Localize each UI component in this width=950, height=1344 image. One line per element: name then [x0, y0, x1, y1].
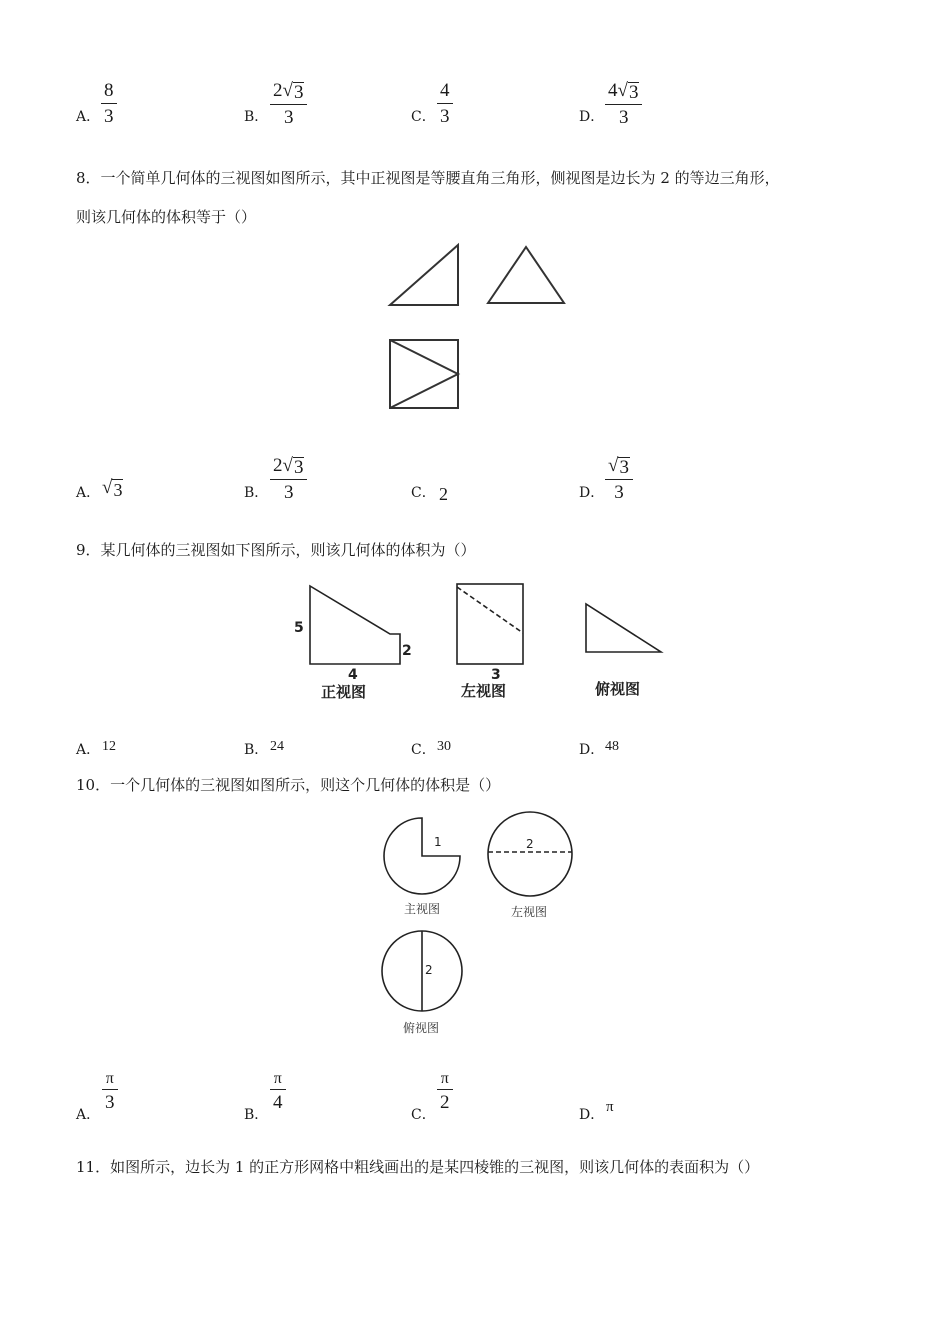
q11-stem: 11．如图所示，边长为 1 的正方形网格中粗线画出的是某四棱锥的三视图，则该几何体的表面积为（）: [76, 1158, 760, 1176]
q10-option-c-letter: C．: [411, 1107, 436, 1123]
q10-option-a-value[interactable]: π 3: [102, 1070, 118, 1114]
q9-front-caption: 正视图: [321, 683, 367, 701]
q10-stem: 10．一个几何体的三视图如图所示，则这个几何体的体积是（）: [76, 776, 501, 794]
q7-option-b-letter: B．: [244, 109, 269, 125]
q8-top-view-diagonals: [390, 340, 458, 408]
q8-option-c-value[interactable]: 2: [439, 484, 448, 504]
q9-option-d-letter: D．: [579, 742, 605, 758]
q8-option-d-letter: D．: [579, 485, 605, 501]
q8-stem-line1: 8．一个简单几何体的三视图如图所示，其中正视图是等腰直角三角形，侧视图是边长为 2 的等边三角形，: [76, 169, 780, 187]
q9-three-view-figure: [285, 578, 675, 706]
q8-option-d-value[interactable]: √ 3 3: [605, 455, 633, 504]
q9-stem: 9．某几何体的三视图如下图所示，则该几何体的体积为（）: [76, 541, 476, 559]
q10-three-view-figure: [370, 808, 590, 1040]
q8-stem-line2: 则该几何体的体积等于（）: [76, 208, 257, 226]
q8-option-b-value[interactable]: 2 √ 3 3: [270, 455, 307, 504]
q10-left-caption: 左视图: [511, 905, 548, 919]
q10-option-c-value[interactable]: π 2: [437, 1070, 453, 1114]
q8-option-c-letter: C．: [411, 485, 436, 501]
q8-top-view-square: [390, 340, 458, 408]
q10-label-2-top: 2: [425, 963, 433, 977]
q8-option-a-letter: A．: [76, 485, 101, 501]
q8-three-view-figure: [380, 235, 580, 415]
q9-top-view-triangle: [586, 604, 661, 652]
q9-left-view-dashed-line: [457, 587, 523, 633]
q10-option-d-value[interactable]: π: [606, 1099, 614, 1115]
q10-label-2-left: 2: [526, 837, 534, 851]
q9-label-3: 3: [491, 667, 501, 683]
q10-option-a-letter: A．: [76, 1107, 101, 1123]
q10-top-caption: 俯视图: [403, 1021, 440, 1035]
q9-label-5: 5: [294, 620, 304, 636]
q8-option-b-letter: B．: [244, 485, 269, 501]
q9-option-b-letter: B．: [244, 742, 269, 758]
q7-option-a-letter: A．: [76, 109, 101, 125]
q8-option-a-value[interactable]: √ 3: [102, 477, 123, 500]
q9-label-2: 2: [402, 643, 412, 659]
q8-side-view-triangle: [488, 247, 564, 303]
q9-option-b-value[interactable]: 24: [270, 739, 284, 754]
q7-option-b-value[interactable]: 2 √ 3 3: [270, 80, 307, 129]
q10-main-caption: 主视图: [404, 902, 441, 916]
q10-option-b-letter: B．: [244, 1107, 269, 1123]
q9-left-view-rect: [457, 584, 523, 664]
q9-option-a-letter: A．: [76, 742, 101, 758]
q9-label-4: 4: [348, 667, 358, 683]
q10-main-view-shape: [384, 818, 460, 894]
q9-top-caption: 俯视图: [595, 680, 641, 698]
q9-front-view-shape: [310, 586, 400, 664]
q7-option-c-value[interactable]: 4 3: [437, 80, 453, 128]
q9-option-a-value[interactable]: 12: [102, 739, 116, 754]
q10-label-1: 1: [434, 835, 442, 849]
q9-option-c-value[interactable]: 30: [437, 739, 451, 754]
q9-left-caption: 左视图: [461, 682, 507, 700]
q10-option-b-value[interactable]: π 4: [270, 1070, 286, 1114]
q8-front-view-triangle: [390, 245, 458, 305]
q10-option-d-letter: D．: [579, 1107, 605, 1123]
q10-left-view-circle: [488, 812, 572, 896]
q7-option-a-value[interactable]: 8 3: [101, 80, 117, 128]
q7-option-d-value[interactable]: 4 √ 3 3: [605, 80, 642, 129]
q7-option-d-letter: D．: [579, 109, 605, 125]
q7-option-c-letter: C．: [411, 109, 436, 125]
q9-option-d-value[interactable]: 48: [605, 739, 619, 754]
q9-option-c-letter: C．: [411, 742, 436, 758]
